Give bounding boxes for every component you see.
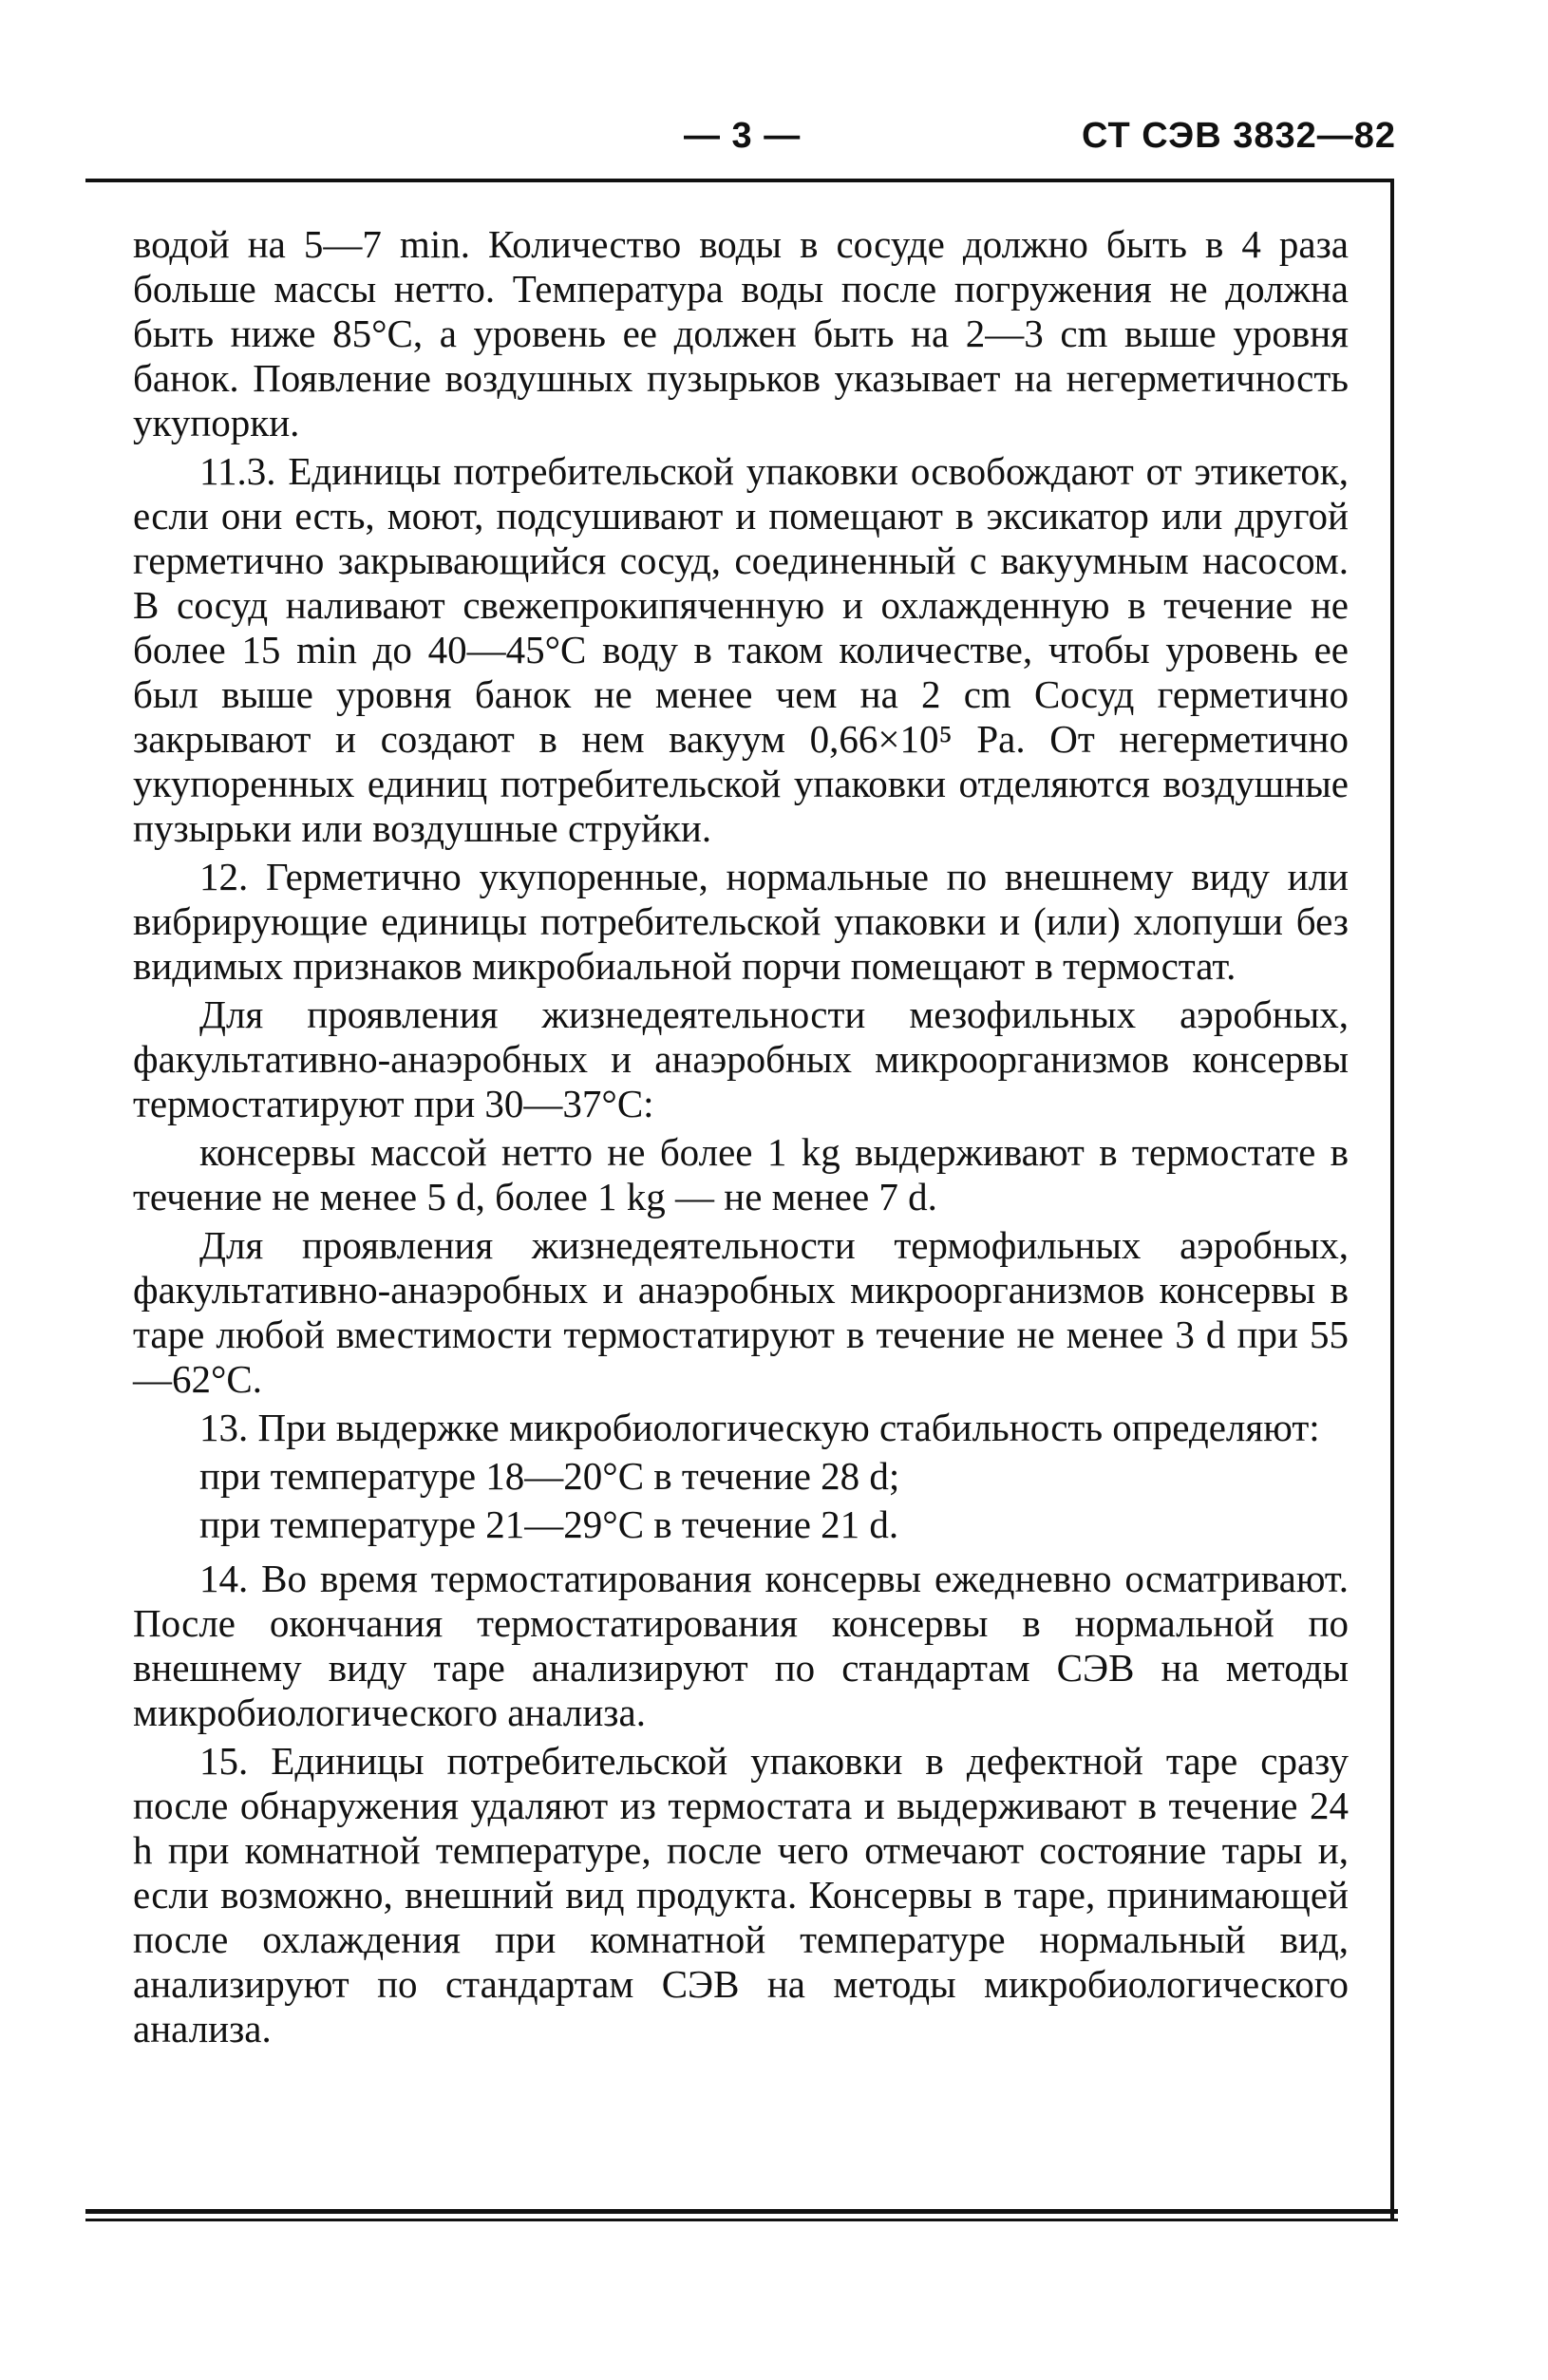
page-number: — 3 — xyxy=(684,116,802,156)
paragraph-14: 14. Во время термостатирования консервы ежедневно осматривают. После окончания термостатирования консервы в нормальной по внешнему виду таре анализируют по стандартам СЭВ на методы микробиологического анализа. xyxy=(133,1557,1349,1734)
paragraph-mesophilic-detail: консервы массой нетто не более 1 kg выдерживают в термостате в течение не менее 5 d, более 1 kg — не менее 7 d. xyxy=(133,1130,1349,1218)
paragraph-mesophilic: Для проявления жизнедеятельности мезофильных аэробных, факультативно-анаэробных и анаэробных микроорганизмов консервы термостатируют при 30—37°С: xyxy=(133,992,1349,1125)
paragraph-13-item-1: при температуре 18—20°С в течение 28 d; xyxy=(199,1454,900,1498)
paragraph-12: 12. Герметично укупоренные, нормальные по внешнему виду или вибрирующие единицы потребительской упаковки и (или) хлопуши без видимых признаков микробиальной порчи помещают в термостат. xyxy=(133,855,1349,988)
paragraph-11-3: 11.3. Единицы потребительской упаковки освобождают от этикеток, если они есть, моют, подсушивают и помещают в эксикатор или другой герметично закрывающийся сосуд, соединенный с вакуумным насосом. В сосуд наливают свежепрокипяченную и охлажденную в течение не более 15 min до 40—45°С воду в таком количестве, чтобы уровень ее был выше уровня банок не менее чем на 2 cm Сосуд герметично закрывают и создают в нем вакуум 0,66×10⁵ Pa. От негерметично укупоренных единиц потребительской упаковки отделяются воздушные пузырьки или воздушные струйки. xyxy=(133,449,1349,850)
paragraph-continuation: водой на 5—7 min. Количество воды в сосуде должно быть в 4 раза больше массы нетто. Температура воды после погружения не должна быть ниже 85°С, а уровень ее должен быть на 2—3 cm выше уровня банок. Появление воздушных пузырьков указывает на негерметичность укупорки. xyxy=(133,222,1349,444)
paragraph-13: 13. При выдержке микробиологическую стабильность определяют: xyxy=(199,1406,1320,1449)
paragraph-15: 15. Единицы потребительской упаковки в дефектной таре сразу после обнаружения удаляют из термостата и выдерживают в течение 24 h при комнатной температуре, после чего отмечают состояние тары и, если возможно, внешний вид продукта. Консервы в таре, принимающей после охлаждения при комнатной температуре нормальный вид, анализируют по стандартам СЭВ на методы микробиологического анализа. xyxy=(133,1739,1349,2050)
paragraph-thermophilic: Для проявления жизнедеятельности термофильных аэробных, факультативно-анаэробных и анаэробных микроорганизмов консервы в таре любой вместимости термостатируют в течение не менее 3 d при 55—62°С. xyxy=(133,1223,1349,1401)
frame-bottom-rule xyxy=(85,2209,1398,2214)
page-header xyxy=(85,116,1396,173)
paragraph-13-item-2: при температуре 21—29°С в течение 21 d. xyxy=(199,1502,899,1546)
frame-bottom-rule-inner xyxy=(85,2219,1398,2221)
document-body xyxy=(133,222,1349,2055)
standard-code: СТ СЭВ 3832—82 xyxy=(1081,116,1396,156)
